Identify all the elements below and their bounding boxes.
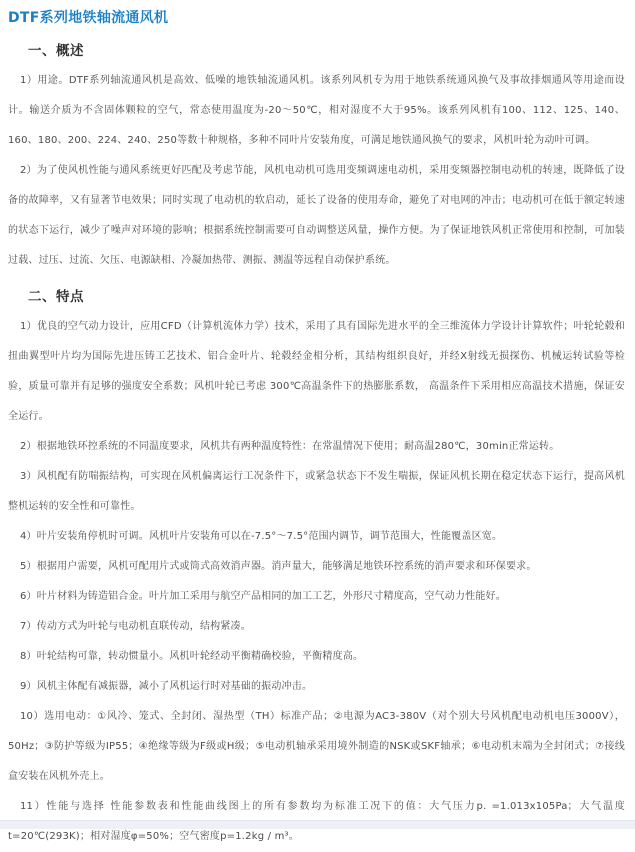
section-overview bbox=[8, 36, 625, 276]
paragraph: 1）优良的空气动力设计，应用CFD（计算机流体力学）技术，采用了具有国际先进水平的全三维流体力学设计计算软件；叶轮轮毂和扭曲翼型叶片均为国际先进压铸工艺技术、铝合金叶片、轮毂经金相分析，其结构组织良好，并经X射线无损探伤、机械运转试验等检验，质量可靠并有足够的强度安全系数；风机叶轮已考虑 300℃高温条件下的热膨胀系数， 高温条件下采用相应高温技术措施，保证安全运行。 bbox=[8, 321, 625, 422]
paragraph: 11）性能与选择 性能参数表和性能曲线图上的所有参数均为标准工况下的值：大气压力p. =1.013x105Pa；大气温度t=20℃(293K)；相对湿度φ=50%；空气密度p=1.2kg / m³。 bbox=[8, 801, 625, 842]
paragraph: 2）根据地铁环控系统的不同温度要求，风机共有两种温度特性：在常温情况下使用；耐高温280℃，30min正常运转。 bbox=[20, 441, 560, 452]
footer-strip bbox=[0, 820, 635, 829]
paragraph: 9）风机主体配有减振器，减小了风机运行时对基础的振动冲击。 bbox=[20, 681, 313, 692]
section-heading-features: 二、特点 bbox=[28, 289, 84, 305]
section-heading-overview: 一、概述 bbox=[28, 43, 84, 59]
page-title: DTF系列地铁轴流通风机 bbox=[8, 10, 169, 26]
paragraph: 5）根据用户需要，风机可配用片式或筒式高效消声器。消声量大，能够满足地铁环控系统的消声要求和环保要求。 bbox=[20, 561, 537, 572]
paragraph: 6）叶片材料为铸造铝合金。叶片加工采用与航空产品相同的加工工艺，外形尺寸精度高，空气动力性能好。 bbox=[20, 591, 506, 602]
paragraph: 8）叶轮结构可靠，转动惯量小。风机叶轮经动平衡精确校验，平衡精度高。 bbox=[20, 651, 364, 662]
section-features bbox=[8, 282, 625, 852]
paragraph: 3）风机配有防喘振结构，可实现在风机偏离运行工况条件下，或紧急状态下不发生喘振，保证风机长期在稳定状态下运行，提高风机整机运转的安全性和可靠性。 bbox=[8, 471, 625, 512]
paragraph: 2）为了使风机性能与通风系统更好匹配及考虑节能，风机电动机可选用变频调速电动机，采用变频器控制电动机的转速，既降低了设备的故障率，又有显著节电效果；同时实现了电动机的软启动，延长了设备的使用寿命，避免了对电网的冲击；电动机可在低于额定转速的状态下运行，减少了噪声对环境的影响；根据系统控制需要可自动调整送风量，操作方便。为了保证地铁风机正常使用和控制，可加装过载、过压、过流、欠压、电源缺相、冷凝加热带、测振、测温等远程自动保护系统。 bbox=[8, 165, 625, 266]
paragraph: 1）用途。DTF系列轴流通风机是高效、低噪的地铁轴流通风机。该系列风机专为用于地铁系统通风换气及事故排烟通风等用途而设计。输送介质为不含固体颗粒的空气，常态使用温度为-20～50℃，相对湿度不大于95%。该系列风机有100、112、125、140、160、180、200、224、240、250等数十种规格，多种不同叶片安装角度，可满足地铁通风换气的要求，风机叶轮为动叶可调。 bbox=[8, 75, 625, 146]
paragraph: 7）传动方式为叶轮与电动机直联传动，结构紧凑。 bbox=[20, 621, 251, 632]
paragraph: 10）选用电动：①风冷、笼式、全封闭、湿热型（TH）标准产品；②电源为AC3-380V（对个别大号风机配电动机电压3000V），50Hz；③防护等级为IP55；④绝缘等级为F级或H级；⑤电动机轴承采用境外制造的NSK或SKF轴承；⑥电动机末端为全封闭式；⑦接线盒安装在风机外壳上。 bbox=[8, 711, 625, 782]
paragraph: 4）叶片安装角停机时可调。风机叶片安装角可以在-7.5°～7.5°范围内调节，调节范围大，性能覆盖区宽。 bbox=[20, 531, 503, 542]
